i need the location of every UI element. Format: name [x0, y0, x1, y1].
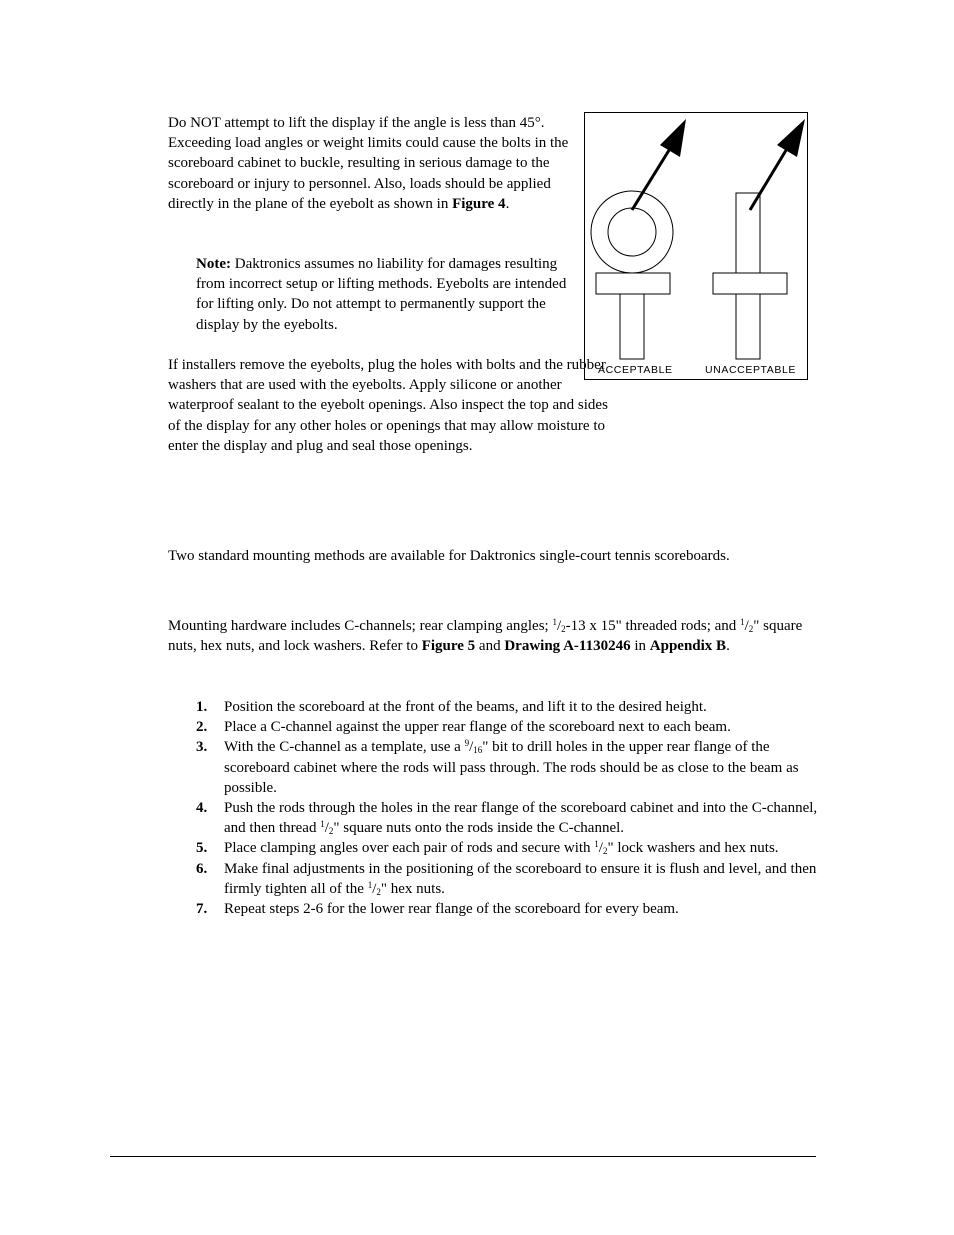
step-text-continued: " bit to drill holes in the upper rear flange of the scoreboard cabinet where the rods will pass through. The rods should be as close to the beam as possible. — [224, 739, 799, 796]
acceptable-load-arrow-shaft — [632, 147, 671, 210]
step-text: Push the rods through the holes in the rear flange of the scoreboard cabinet and into the C-channel, and then thread — [224, 800, 818, 837]
liability-note — [196, 254, 573, 335]
fraction-denominator: 16 — [473, 745, 483, 756]
hardware-text-5: in — [630, 638, 650, 655]
fraction-slash: / — [372, 880, 377, 897]
fraction-denominator: 2 — [561, 624, 566, 634]
unacceptable-shank — [736, 294, 760, 359]
mounting-steps-list — [196, 697, 818, 919]
intro-text: Two standard mounting methods are available for Daktronics single-court tennis scoreboards. — [168, 548, 730, 564]
unacceptable-caption: UNACCEPTABLE — [705, 364, 797, 376]
hardware-text-6: . — [726, 638, 730, 655]
step-text: Position the scoreboard at the front of the beams, and lift it to the desired height. — [224, 699, 707, 715]
step-text: Place clamping angles over each pair of rods and secure with — [224, 840, 595, 857]
fraction-slash: / — [744, 618, 749, 634]
fraction-numerator: 9 — [464, 738, 470, 749]
fraction-denominator: 2 — [602, 846, 608, 857]
step-text: Repeat steps 2-6 for the lower rear flange of the scoreboard for every beam. — [224, 901, 679, 918]
acceptable-load-arrow-head — [660, 119, 686, 157]
hardware-text-2: -13 x 15" threaded rods; and — [565, 618, 741, 634]
fraction-slash: / — [324, 820, 329, 837]
eyebolt-warning-paragraph — [168, 113, 573, 214]
fraction-numerator: 1 — [552, 617, 557, 627]
step-number: 7. — [196, 901, 208, 918]
hardware-text-3: " square nuts, hex nuts, and lock washers. Refer to — [168, 618, 803, 655]
step-1 — [196, 697, 818, 717]
step-number: 5. — [196, 840, 208, 857]
step-text: With the C-channel as a template, use a — [224, 739, 465, 756]
fraction-slash: / — [469, 739, 474, 756]
unacceptable-load-arrow-shaft — [750, 147, 788, 210]
fraction-denominator: 2 — [328, 826, 334, 837]
acceptable-shank — [620, 294, 644, 359]
footer-divider — [110, 1156, 816, 1157]
step-text-continued: " lock washers and hex nuts. — [607, 840, 779, 857]
acceptable-eye-inner-hole — [608, 208, 656, 256]
note-text: Daktronics assumes no liability for damages resulting from incorrect setup or lifting methods. Eyebolts are intended for lifting only. Do not attempt to permanently support the display by the eyebolts. — [196, 256, 567, 333]
hardware-text-1: Mounting hardware includes C-channels; rear clamping angles; — [168, 618, 553, 634]
acceptable-caption: ACCEPTABLE — [598, 364, 673, 376]
figure-4-reference: Figure 4 — [452, 195, 506, 212]
warning-text: Do NOT attempt to lift the display if the angle is less than 45°. Exceeding load angles or weight limits could cause the bolts in the scoreboard cabinet to buckle, resulting in serious damage to the scoreboard or injury to personnel. Also, loads should be applied directly in the plane of the eyebolt as shown in — [168, 115, 569, 212]
unacceptable-load-arrow-head — [777, 119, 805, 157]
step-3 — [196, 737, 818, 798]
fraction-numerator: 1 — [320, 819, 325, 830]
unacceptable-washer — [713, 273, 787, 294]
fraction-denominator: 2 — [748, 624, 754, 634]
step-4 — [196, 798, 818, 838]
step-text: Place a C-channel against the upper rear flange of the scoreboard next to each beam. — [224, 719, 731, 736]
unacceptable-eye-edge — [736, 193, 760, 273]
acceptable-eye-outer-ring — [591, 191, 673, 273]
fraction-numerator: 1 — [594, 839, 599, 850]
warning-end: . — [505, 195, 510, 212]
step-text: Make final adjustments in the positioning of the scoreboard to ensure it is flush and level, and then firmly tighten all of the — [224, 860, 817, 897]
eyebolt-illustration — [585, 113, 809, 381]
removal-text: If installers remove the eyebolts, plug the holes with bolts and the rubber washers that are used with the eyebolts. Apply silicone or another waterproof sealant to the eyebolt openings. Also inspect the top and sides of the display for any other holes or openings that may allow moisture to enter the display and plug and seal those openings. — [168, 357, 608, 454]
step-5 — [196, 838, 818, 858]
eyebolt-removal-paragraph — [168, 355, 613, 456]
step-6 — [196, 859, 818, 899]
fraction-slash: / — [556, 618, 562, 634]
acceptable-washer — [596, 273, 670, 294]
unacceptable-eyebolt — [713, 193, 787, 359]
note-label: Note: — [196, 256, 231, 272]
step-number: 6. — [196, 860, 208, 877]
figure-4-eyebolt-diagram — [584, 112, 808, 380]
step-number: 1. — [196, 699, 208, 715]
acceptable-eyebolt — [591, 191, 673, 359]
mounting-methods-intro — [168, 546, 828, 566]
hardware-text-4: and — [475, 638, 505, 655]
fraction-denominator: 2 — [376, 886, 381, 897]
fraction-numerator: 1 — [367, 879, 373, 890]
fraction-numerator: 1 — [740, 617, 745, 627]
step-number: 2. — [196, 719, 208, 736]
appendix-b-reference: Appendix B — [649, 638, 727, 655]
step-7 — [196, 899, 818, 919]
step-number: 4. — [196, 800, 208, 817]
mounting-hardware-paragraph — [168, 616, 818, 656]
figure-5-reference: Figure 5 — [421, 638, 476, 655]
fraction-slash: / — [598, 840, 603, 857]
step-text-continued: " hex nuts. — [380, 880, 445, 897]
step-text-continued: " square nuts onto the rods inside the C-channel. — [333, 820, 625, 837]
step-number: 3. — [196, 739, 208, 756]
drawing-reference: Drawing A-1130246 — [504, 638, 631, 655]
step-2 — [196, 717, 818, 737]
